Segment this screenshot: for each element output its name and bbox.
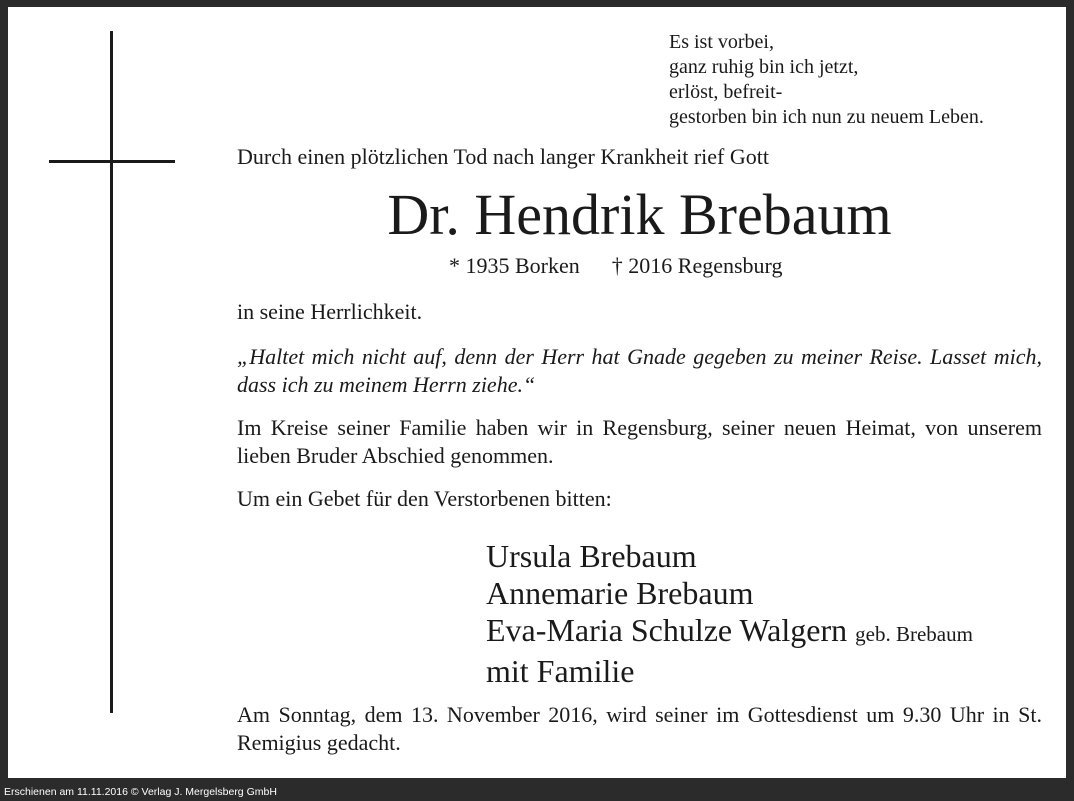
intro-line: Durch einen plötzlichen Tod nach langer Krankheit rief Gott (237, 144, 769, 169)
mourner-name: Annemarie Brebaum (486, 575, 754, 611)
publication-footer: Erschienen am 11.11.2016 © Verlag J. Mergelsberg GmbH (4, 786, 277, 798)
verse-block (669, 30, 984, 130)
bible-quote: „Haltet mich nicht auf, denn der Herr hat Gnade gegeben zu meiner Reise. Lasset mich, dass ich zu meinem Herrn ziehe.“ (237, 344, 1042, 397)
life-dates (449, 253, 782, 279)
cross-horizontal-bar (49, 160, 175, 163)
verse-line: gestorben bin ich nun zu neuem Leben. (669, 106, 984, 128)
cross-vertical-bar (110, 31, 113, 713)
service-notice: Am Sonntag, dem 13. November 2016, wird seiner im Gottesdienst um 9.30 Uhr in St. Remigius gedacht. (237, 702, 1042, 755)
mourner-name: Ursula Brebaum (486, 538, 697, 574)
mourner-name: mit Familie (486, 653, 635, 689)
verse-line: ganz ruhig bin ich jetzt, (669, 56, 859, 78)
herrlichkeit-line: in seine Herrlichkeit. (237, 299, 423, 324)
mourner-name (486, 612, 973, 653)
prayer-request: Um ein Gebet für den Verstorbenen bitten: (237, 486, 612, 511)
mourners-list (486, 538, 973, 690)
verse-line: erlöst, befreit- (669, 81, 783, 103)
maiden-name-note: geb. Brebaum (855, 622, 973, 646)
verse-line: Es ist vorbei, (669, 31, 774, 53)
deceased-name: Dr. Hendrik Brebaum (387, 182, 892, 247)
birth-date: * 1935 Borken (449, 253, 580, 278)
mourner-name-text: Eva-Maria Schulze Walgern (486, 612, 848, 648)
death-date: † 2016 Regensburg (611, 253, 783, 278)
family-paragraph: Im Kreise seiner Familie haben wir in Regensburg, seiner neuen Heimat, von unserem lieben Bruder Abschied genommen. (237, 415, 1042, 468)
